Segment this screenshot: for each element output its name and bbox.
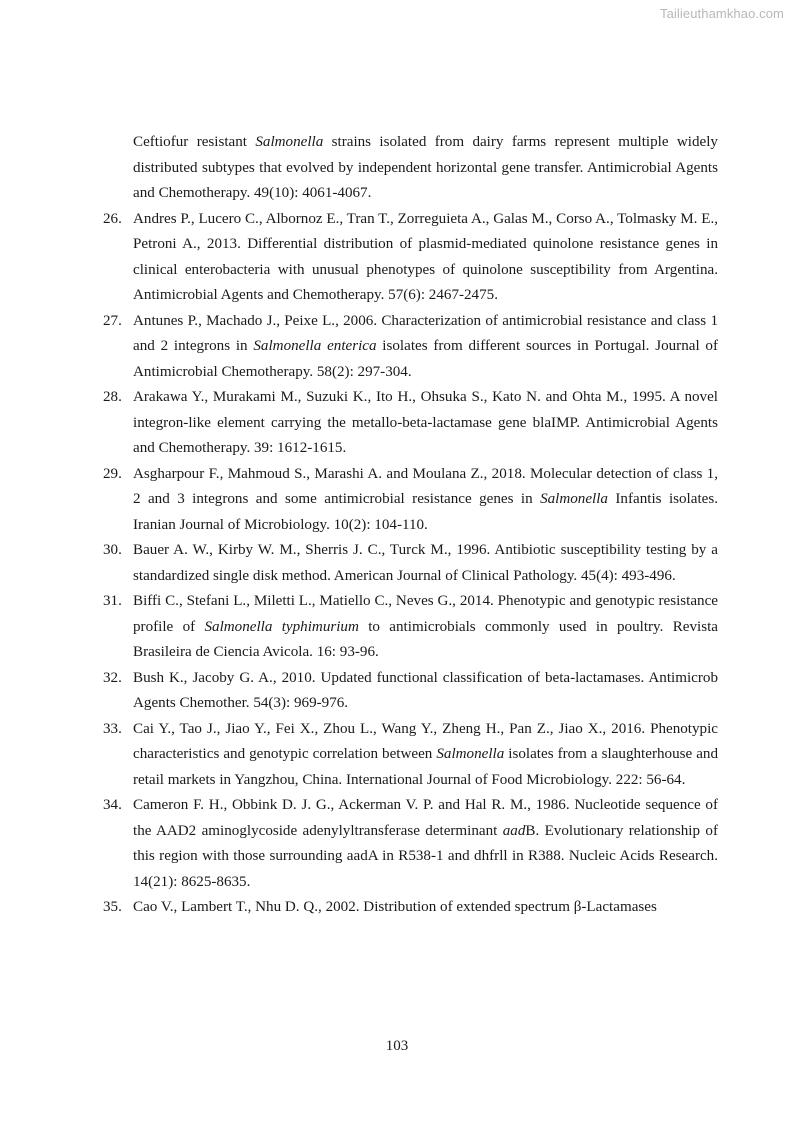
reference-number: 28. (103, 389, 122, 405)
reference-number: 30. (103, 542, 122, 558)
reference-number: 27. (103, 312, 122, 329)
reference-32 (100, 666, 718, 717)
reference-number: 32. (103, 669, 122, 686)
reference-27 (100, 309, 718, 386)
watermark-text: Tailieuthamkhao.com (659, 6, 784, 21)
reference-text: Asgharpour F., Mahmoud S., Marashi A. and Moulana Z., 2018. Molecular detection of class 1, 2 and 3 integrons and some antimicrobial resistance genes in Salmonella Infantis isolates. Iranian Journal of Microbiology. 10(2): 104-110. (133, 465, 718, 533)
reference-text: Biffi C., Stefani L., Miletti L., Matiello C., Neves G., 2014. Phenotypic and genotypic resistance profile of Salmonella typhimurium to antimicrobials commonly used in poultry. Revista Brasileira de Ciencia Avicola. 16: 93-96. (133, 593, 718, 660)
reference-30 (100, 538, 718, 589)
reference-number: 29. (103, 465, 122, 482)
reference-text: Bush K., Jacoby G. A., 2010. Updated functional classification of beta-lactamases. Antimicrob Agents Chemother. 54(3): 969-976. (133, 669, 718, 711)
reference-number: 31. (103, 593, 122, 609)
reference-29 (100, 462, 718, 539)
reference-text: Ceftiofur resistant Salmonella strains isolated from dairy farms represent multiple widely distributed subtypes that evolved by independent horizontal gene transfer. Antimicrobial Agents and Chemotherapy. 49(10): 4061-4067. (133, 134, 718, 201)
reference-31 (100, 589, 718, 666)
reference-number: 35. (103, 899, 122, 915)
reference-text: Bauer A. W., Kirby W. M., Sherris J. C., Turck M., 1996. Antibiotic susceptibility testing by a standardized single disk method. American Journal of Clinical Pathology. 45(4): 493-496. (133, 542, 718, 584)
reference-number: 34. (103, 797, 122, 813)
reference-text: Cai Y., Tao J., Jiao Y., Fei X., Zhou L., Wang Y., Zheng H., Pan Z., Jiao X., 2016. Phenotypic characteristics and genotypic correlation between Salmonella isolates from a slaughterhouse and retail markets in Yangzhou, China. International Journal of Food Microbiology. 222: 56-64. (133, 720, 718, 788)
reference-text: Cao V., Lambert T., Nhu D. Q., 2002. Distribution of extended spectrum β-Lactamases (133, 899, 657, 915)
reference-35 (100, 895, 718, 921)
reference-continuation (100, 130, 718, 207)
reference-text: Arakawa Y., Murakami M., Suzuki K., Ito H., Ohsuka S., Kato N. and Ohta M., 1995. A novel integron-like element carrying the metallo-beta-lactamase gene blaIMP. Antimicrobial Agents and Chemotherapy. 39: 1612-1615. (133, 389, 718, 456)
reference-34 (100, 793, 718, 895)
reference-33 (100, 717, 718, 794)
reference-text: Cameron F. H., Obbink D. J. G., Ackerman V. P. and Hal R. M., 1986. Nucleotide sequence of the AAD2 aminoglycoside adenylyltransferase determinant aadB. Evolutionary relationship of this region with those surrounding aadA in R538-1 and dhfrll in R388. Nucleic Acids Research. 14(21): 8625-8635. (133, 797, 718, 890)
reference-text: Andres P., Lucero C., Albornoz E., Tran T., Zorreguieta A., Galas M., Corso A., Tolmasky M. E., Petroni A., 2013. Differential distribution of plasmid-mediated quinolone resistance genes in clinical enterobacteria with unusual phenotypes of quinolone susceptibility from Argentina. Antimicrobial Agents and Chemotherapy. 57(6): 2467-2475. (133, 210, 718, 303)
reference-list (100, 130, 718, 921)
reference-text: Antunes P., Machado J., Peixe L., 2006. Characterization of antimicrobial resistance and class 1 and 2 integrons in Salmonella enterica isolates from different sources in Portugal. Journal of Antimicrobial Chemotherapy. 58(2): 297-304. (133, 312, 718, 380)
reference-26 (100, 207, 718, 309)
page-number: 103 (385, 1038, 409, 1054)
reference-number: 33. (103, 720, 122, 737)
reference-28 (100, 385, 718, 462)
reference-number: 26. (103, 210, 122, 227)
